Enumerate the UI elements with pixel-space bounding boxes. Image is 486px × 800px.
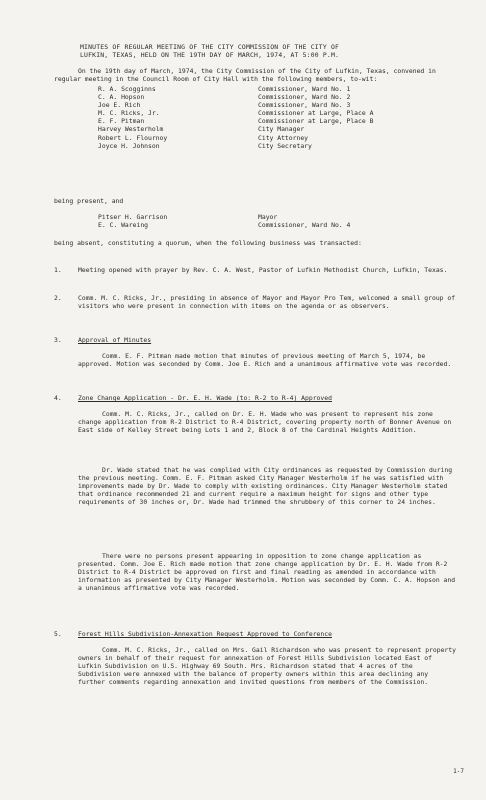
item-number: 1. [54, 266, 62, 274]
roster-row [98, 142, 438, 150]
item-number: 2. [54, 294, 62, 302]
member-name: E. F. Pitman [98, 117, 145, 126]
item-text: Comm. E. F. Pitman made motion that minutes of previous meeting of March 5, 1974, be approved. Motion was seconded by Comm. Joe E. Rich and a unanimous affirmative vote was recorded. [78, 352, 452, 369]
member-title: Commissioner, Ward No. 4 [258, 221, 351, 230]
item-text: Comm. M. C. Ricks, Jr., presiding in absence of Mayor and Mayor Pro Tem, welcomed a small group of visitors who were present in connection with items on the agenda or as observers. [78, 294, 456, 311]
member-title: Mayor [258, 213, 278, 221]
member-name: Joyce H. Johnson [98, 141, 160, 150]
member-title: Commissioner, Ward No. 2 [258, 93, 351, 102]
member-name: Pitser H. Garrison [98, 213, 168, 221]
minutes-title [80, 43, 410, 59]
item-number: 5. [54, 630, 62, 638]
item-text: Comm. M. C. Ricks, Jr., called on Dr. E. H. Wade who was present to represent his zone change application from R-2 District to R-4 District, covering property north of Bonner Avenue on East side of Kelley Street being Lots 1 and 2, Block 8 of the Cardinal Heights Addition. [78, 410, 452, 435]
roster-row [98, 125, 438, 133]
roster-row [98, 221, 438, 229]
item-heading: Zone Change Application - Dr. E. H. Wade (to: R-2 to R-4) Approved [78, 394, 332, 402]
item-heading: Approval of Minutes [78, 336, 152, 344]
member-name: R. A. Scogginns [98, 85, 156, 93]
roster-row [98, 101, 438, 109]
item-text-3: There were no persons present appearing in opposition to zone change application as presented. Comm. Joe E. Rich made motion that zone change application by Dr. E. H. Wade from R-2 District to R-4 District be approved on first and final reading as amended in accordance with information as presented by City Manager Westerholm. Motion was seconded by Comm. C. A. Hopson and a unanimous affirmative vote was recorded. [78, 552, 456, 593]
member-name: E. C. Wareing [98, 221, 149, 230]
absent-label: being present, and [54, 197, 124, 205]
absent-roster [98, 213, 438, 229]
member-title: Commissioner at Large, Place B [258, 117, 374, 126]
roster-row [98, 85, 438, 93]
intro-paragraph: On the 19th day of March, 1974, the City Commission of the City of Lufkin, Texas, convened in regular meeting in the Council Room of City Hall with the following members, to-wit: [54, 67, 436, 84]
member-name: Harvey Westerholm [98, 125, 164, 134]
roster-row [98, 117, 438, 125]
roster-row [98, 134, 438, 142]
member-title: Commissioner, Ward No. 3 [258, 101, 351, 110]
item-heading: Forest Hills Subdivision-Annexation Request Approved to Conference [78, 630, 332, 638]
member-name: Robert L. Flournoy [98, 133, 168, 142]
member-title: Commissioner, Ward No. 1 [258, 85, 351, 93]
item-text-2: Dr. Wade stated that he was complied with City ordinances as requested by Commission during the previous meeting. Comm. E. F. Pitman asked City Manager Westerholm if he was satisfied with improvements made by Dr. Wade to comply with existing ordinances. City Manager Westerholm stated that ordinance recommended 21 and current require a maximum height for signs and other type requirements of 30 inches or, Dr. Wade had trimmed the shrubbery of this corner to 24 inches. [78, 466, 453, 507]
item-number: 4. [54, 394, 62, 402]
member-title: City Secretary [258, 141, 312, 150]
roster-row [98, 213, 438, 221]
member-name: M. C. Ricks, Jr. [98, 109, 160, 118]
item-number: 3. [54, 336, 62, 344]
corner-tag: 1-7 [453, 767, 464, 775]
title-line-2: LUFKIN, TEXAS, HELD ON THE 19TH DAY OF MARCH, 1974, AT 5:00 P.M. [80, 51, 340, 60]
item-text: Meeting opened with prayer by Rev. C. A. West, Pastor of Lufkin Methodist Church, Lufkin, Texas. [78, 266, 448, 274]
member-title: Commissioner at Large, Place A [258, 109, 374, 118]
member-name: C. A. Hopson [98, 93, 145, 102]
quorum-paragraph: being absent, constituting a quorum, when the following business was transacted: [54, 239, 362, 247]
title-line-1: MINUTES OF REGULAR MEETING OF THE CITY COMMISSION OF THE CITY OF [80, 43, 340, 51]
present-roster [98, 85, 438, 150]
item-text: Comm. M. C. Ricks, Jr., called on Mrs. Gail Richardson who was present to represent property owners in behalf of their request for annexation of Forest Hills Subdivision located East of Lufkin Subdivision on U.S. Highway 69 South. Mrs. Richardson stated that 4 acres of the Subdivision were annexed with the balance of property owners within this area declining any further comments regarding annexation and invited questions from members of the Commission. [78, 646, 456, 687]
member-name: Joe E. Rich [98, 101, 141, 110]
roster-row [98, 93, 438, 101]
member-title: City Manager [258, 125, 305, 134]
roster-row [98, 109, 438, 117]
member-title: City Attorney [258, 133, 309, 142]
